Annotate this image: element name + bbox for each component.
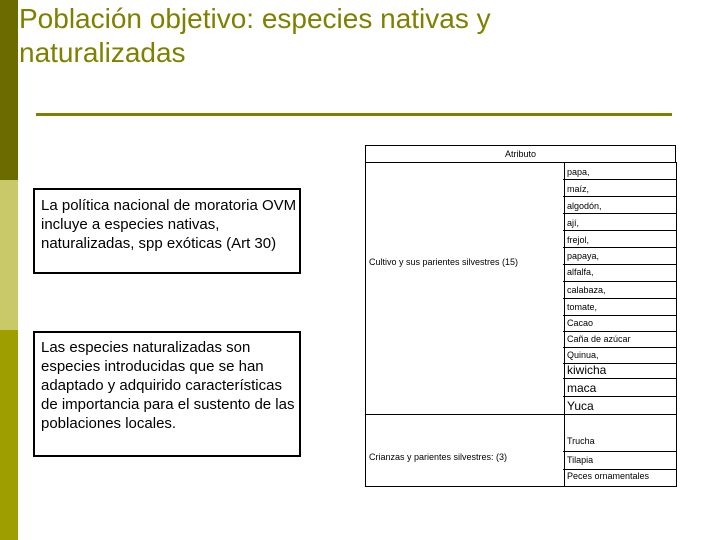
list-item: tomate,	[567, 302, 598, 312]
list-item: Tilapia	[567, 455, 594, 465]
naturalizadas-text-box: Las especies naturalizadas son especies introducidas que se han adaptado y adquirido características de importancia para el sustento de las poblaciones locales.	[33, 331, 301, 457]
title-underline	[36, 113, 672, 116]
group-label-cultivos: Cultivo y sus parientes silvestres (15)	[369, 257, 519, 267]
row-divider	[563, 331, 676, 332]
row-divider	[563, 298, 676, 299]
group-divider	[365, 414, 676, 415]
list-item: maíz,	[567, 184, 590, 194]
accent-bar-middle	[0, 180, 18, 330]
list-item: papaya,	[567, 251, 600, 261]
accent-bar-top	[0, 0, 18, 180]
row-divider	[563, 196, 676, 197]
row-divider	[563, 179, 676, 180]
list-item: Cacao	[567, 318, 594, 328]
row-divider	[563, 281, 676, 282]
table-bottom	[365, 486, 676, 487]
row-divider	[563, 451, 676, 452]
slide-title: Población objetivo: especies nativas y naturalizadas	[19, 3, 491, 68]
list-item: calabaza,	[567, 285, 606, 295]
list-item: Yuca	[567, 399, 594, 413]
list-item: papa,	[567, 167, 590, 177]
table-group-column	[365, 162, 565, 487]
row-divider	[563, 213, 676, 214]
row-divider	[563, 315, 676, 316]
row-divider	[563, 230, 676, 231]
list-item: kiwicha	[567, 363, 607, 377]
table-header: Atributo	[365, 145, 676, 163]
list-item: Peces ornamentales	[567, 471, 650, 481]
row-divider	[563, 378, 676, 379]
row-divider	[563, 469, 676, 470]
row-divider	[563, 396, 676, 397]
group-label-crianzas: Crianzas y parientes silvestres: (3)	[369, 452, 508, 462]
list-item: alfalfa,	[567, 267, 594, 277]
list-item: Caña de azúcar	[567, 334, 631, 344]
moratoria-text-box: La política nacional de moratoria OVM incluye a especies nativas, naturalizadas, spp exóticas (Art 30)	[33, 188, 301, 274]
row-divider	[563, 264, 676, 265]
row-divider	[563, 347, 676, 348]
list-item: ají,	[567, 218, 580, 228]
accent-bar-bottom	[0, 330, 18, 540]
list-item: frejol,	[567, 235, 590, 245]
list-item: maca	[567, 381, 597, 395]
row-divider	[563, 247, 676, 248]
list-item: algodón,	[567, 201, 602, 211]
list-item: Trucha	[567, 436, 595, 446]
list-item: Quinua,	[567, 350, 599, 360]
